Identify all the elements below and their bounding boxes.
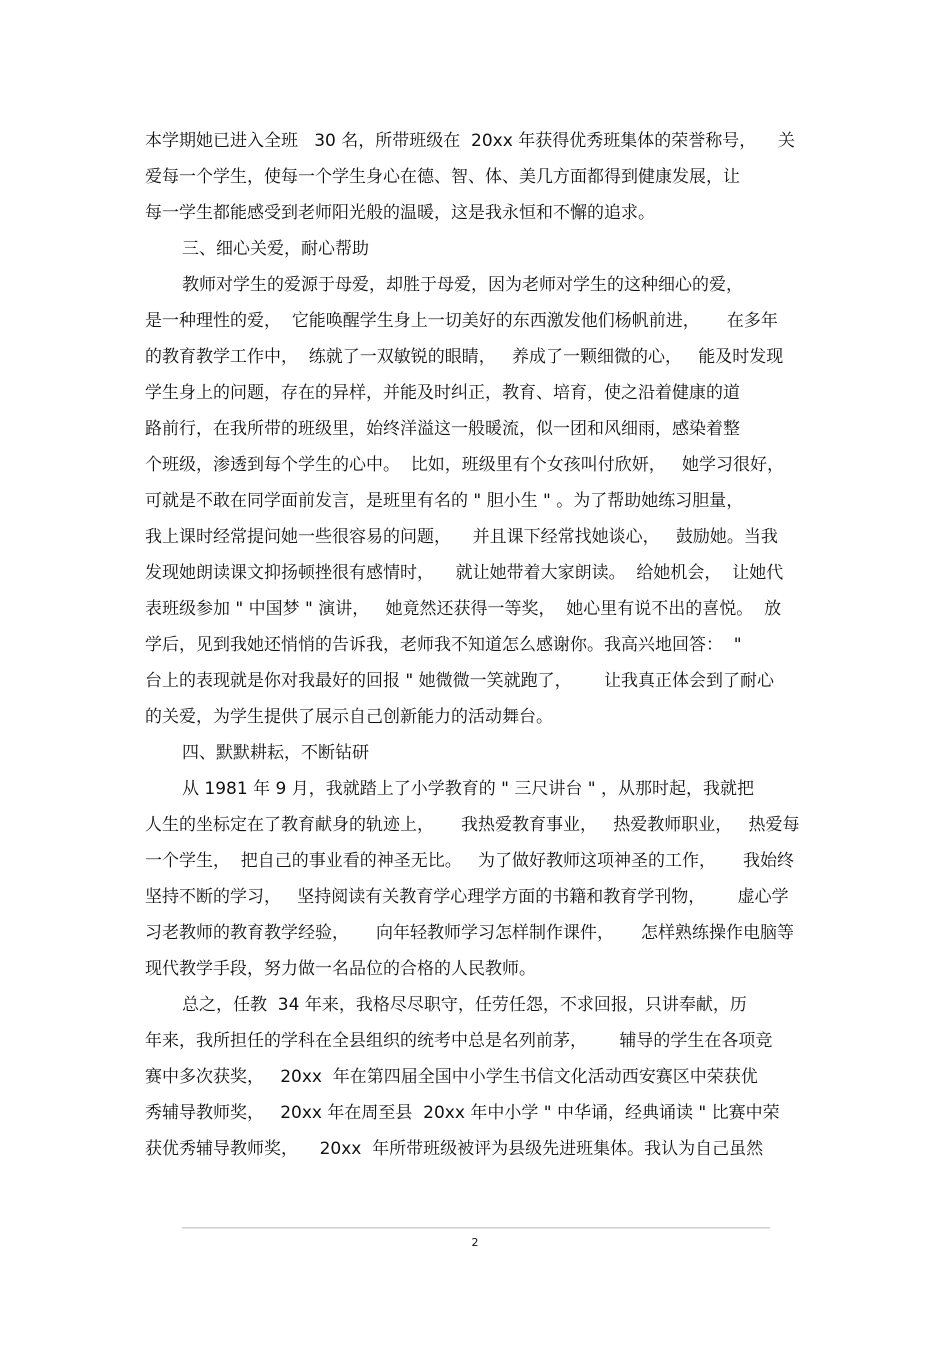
text-line: 个班级，渗透到每个学生的心中。 比如，班级里有个女孩叫付欣妍， 她学习很好，: [145, 455, 785, 475]
text-line: 习老教师的教育教学经验， 向年轻教师学习怎样制作课件， 怎样熟练操作电脑等: [145, 923, 795, 943]
text-line: 本学期她已进入全班 30 名，所带班级在 20xx 年获得优秀班集体的荣誉称号， 关: [145, 131, 795, 151]
section-heading: 三、细心关爱，耐心帮助: [182, 239, 369, 259]
text-line: 总之，任教 34 年来，我格尽尽职守，任劳任怨，不求回报，只讲奉献，历: [182, 995, 747, 1015]
text-line: 爱每一个学生，使每一个学生身心在德、智、体、美几方面都得到健康发展，让: [145, 167, 740, 187]
text-line: 从 1981 年 9 月，我就踏上了小学教育的 " 三尺讲台 " ，从那时起，我就把: [182, 779, 754, 799]
page-number: 2: [471, 1236, 479, 1249]
section-heading: 四、默默耕耘，不断钻研: [182, 743, 369, 763]
text-line: 是一种理性的爱， 它能唤醒学生身上一切美好的东西激发他们杨帆前进， 在多年: [145, 311, 778, 331]
text-line: 学后，见到我她还悄悄的告诉我，老师我不知道怎么感谢你。我高兴地回答： ": [145, 635, 742, 655]
footer-divider: [182, 1227, 770, 1229]
text-line: 我上课时经常提问她一些很容易的问题， 并且课下经常找她谈心， 鼓励她。当我: [145, 527, 778, 547]
text-line: 一个学生， 把自己的事业看的神圣无比。 为了做好教师这项神圣的工作， 我始终: [145, 851, 795, 871]
text-line: 每一学生都能感受到老师阳光般的温暖，这是我永恒和不懈的追求。: [145, 203, 655, 223]
text-line: 发现她朗读课文抑扬顿挫很有感情时， 就让她带着大家朗读。 给她机会， 让她代: [145, 563, 784, 583]
text-line: 人生的坐标定在了教育献身的轨迹上， 我热爱教育事业， 热爱教师职业， 热爱每: [145, 815, 800, 835]
text-line: 表班级参加 " 中国梦 " 演讲， 她竟然还获得一等奖， 她心里有说不出的喜悦。 放: [145, 599, 782, 619]
text-line: 现代教学手段，努力做一名品位的合格的人民教师。: [145, 959, 536, 979]
text-line: 教师对学生的爱源于母爱，却胜于母爱，因为老师对学生的这种细心的爱，: [182, 275, 743, 295]
text-line: 获优秀辅导教师奖， 20xx 年所带班级被评为县级先进班集体。我认为自己虽然: [145, 1139, 764, 1159]
text-line: 坚持不断的学习， 坚持阅读有关教育学心理学方面的书籍和教育学刊物， 虚心学: [145, 887, 789, 907]
text-line: 路前行，在我所带的班级里，始终洋溢这一般暖流，似一团和风细雨，感染着整: [145, 419, 740, 439]
text-line: 的教育教学工作中， 练就了一双敏锐的眼睛， 养成了一颗细微的心， 能及时发现: [145, 347, 784, 367]
text-line: 赛中多次获奖， 20xx 年在第四届全国中小学生书信文化活动西安赛区中荣获优: [145, 1067, 758, 1087]
text-line: 的关爱，为学生提供了展示自己创新能力的活动舞台。: [145, 707, 553, 727]
text-line: 台上的表现就是你对我最好的回报 " 她微微一笑就跑了， 让我真正体会到了耐心: [145, 671, 775, 691]
text-line: 年来，我所担任的学科在全县组织的统考中总是名列前茅， 辅导的学生在各项竞: [145, 1031, 773, 1051]
text-line: 学生身上的问题，存在的异样，并能及时纠正，教育、培育，使之沿着健康的道: [145, 383, 740, 403]
text-line: 秀辅导教师奖， 20xx 年在周至县 20xx 年中小学 " 中华诵，经典诵读 " 比赛中荣: [145, 1103, 780, 1123]
text-line: 可就是不敢在同学面前发言，是班里有名的 " 胆小生 " 。为了帮助她练习胆量，: [145, 491, 744, 511]
